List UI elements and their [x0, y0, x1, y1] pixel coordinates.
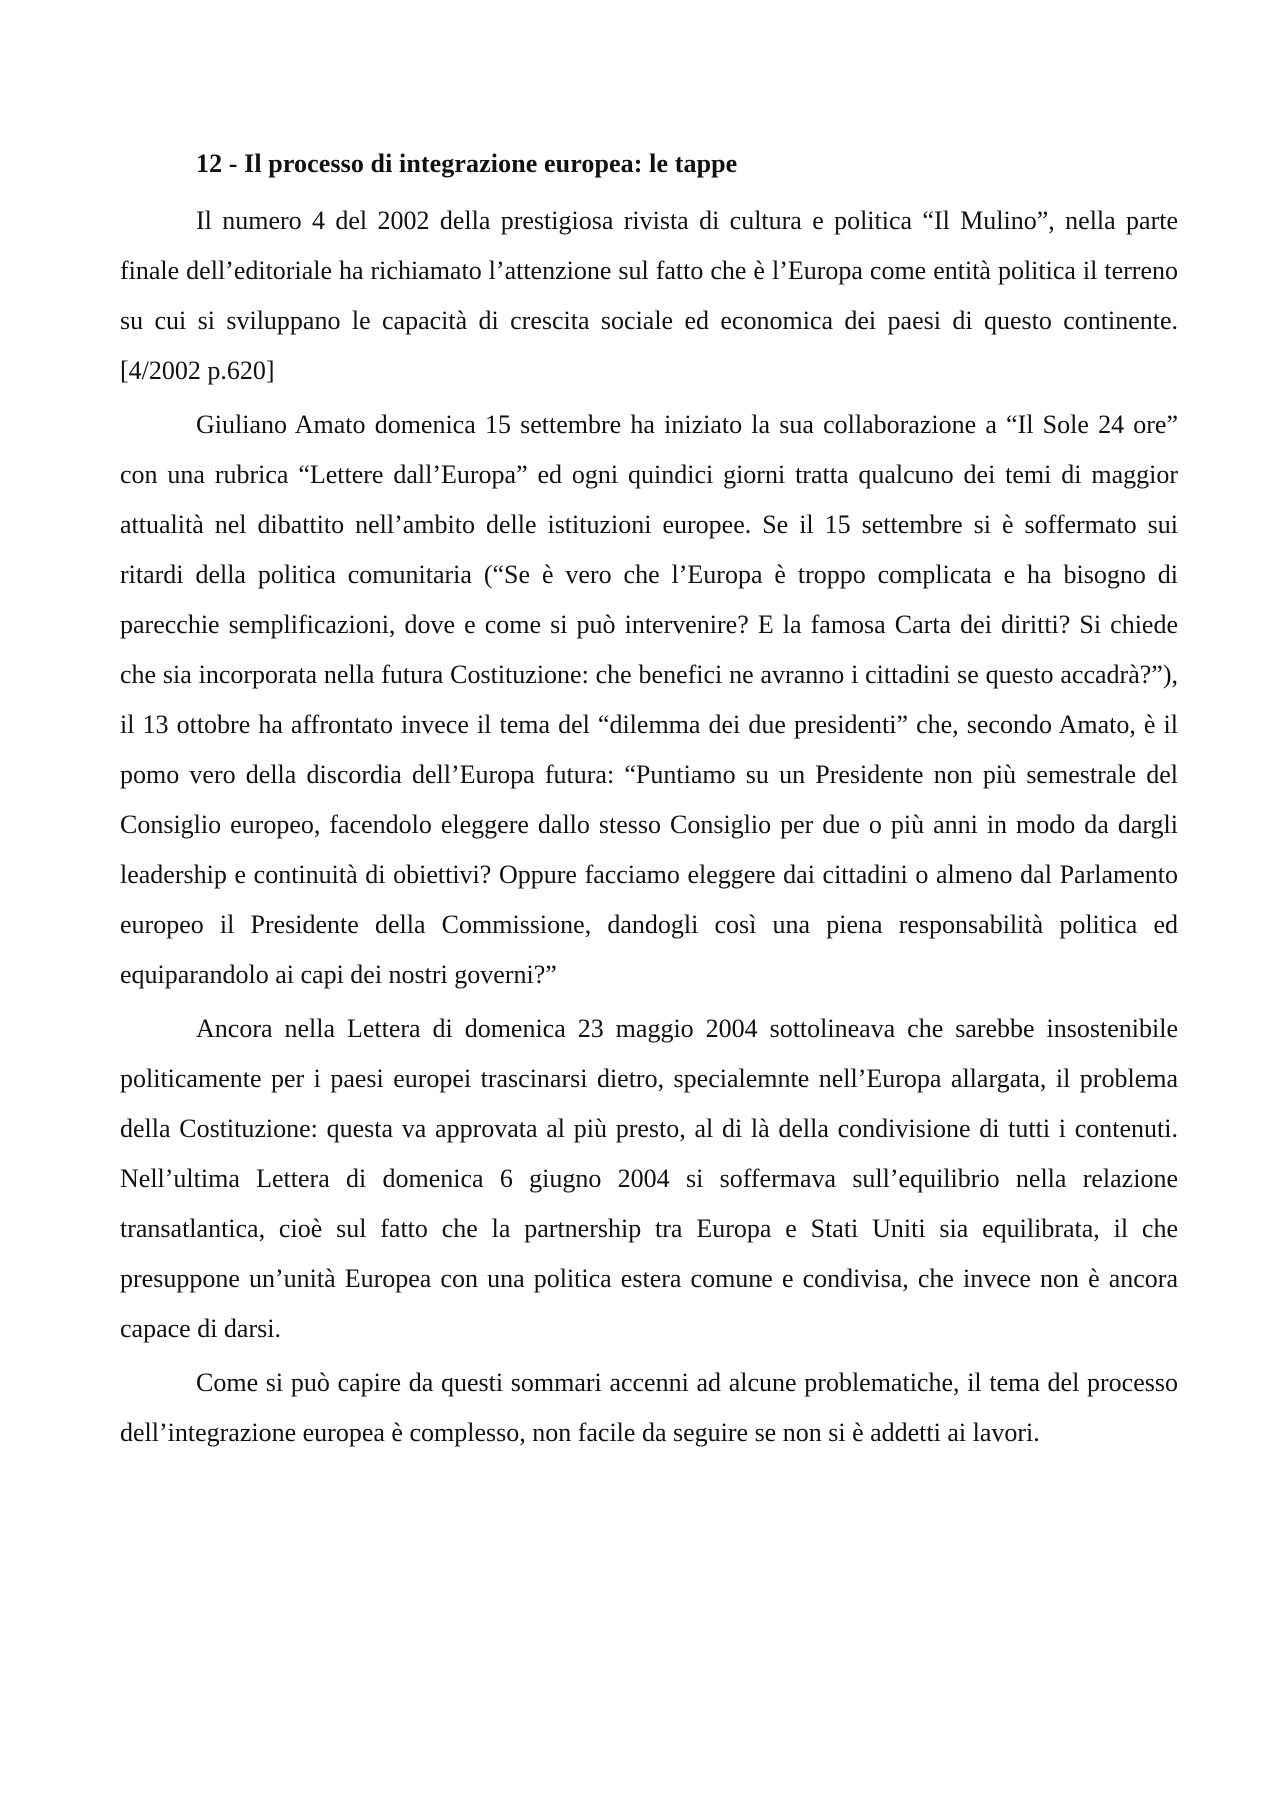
section-heading: 12 - Il processo di integrazione europea: le tappe [196, 149, 738, 178]
paragraph-4: Come si può capire da questi sommari accenni ad alcune problematiche, il tema del processo dell’integrazione europea è complesso, non facile da seguire se non si è addetti ai lavori. [120, 1368, 1178, 1447]
document-body [120, 144, 1178, 1462]
paragraph-3: Ancora nella Lettera di domenica 23 maggio 2004 sottolineava che sarebbe insostenibile politicamente per i paesi europei trascinarsi dietro, specialemnte nell’Europa allargata, il problema della Costituzione: questa va approvata al più presto, al di là della condivisione di tutti i contenuti. Nell’ultima Lettera di domenica 6 giugno 2004 si soffermava sull’equilibrio nella relazione transatlantica, cioè sul fatto che la partnership tra Europa e Stati Uniti sia equilibrata, il che presuppone un’unità Europea con una politica estera comune e condivisa, che invece non è ancora capace di darsi. [120, 1014, 1178, 1343]
paragraph-2: Giuliano Amato domenica 15 settembre ha iniziato la sua collaborazione a “Il Sole 24 ore” con una rubrica “Lettere dall’Europa” ed ogni quindici giorni tratta qualcuno dei temi di maggior attualità nel dibattito nell’ambito delle istituzioni europee. Se il 15 settembre si è soffermato sui ritardi della politica comunitaria (“Se è vero che l’Europa è troppo complicata e ha bisogno di parecchie semplificazioni, dove e come si può intervenire? E la famosa Carta dei diritti? Si chiede che sia incorporata nella futura Costituzione: che benefici ne avranno i cittadini se questo accadrà?”), il 13 ottobre ha affrontato invece il tema del “dilemma dei due presidenti” che, secondo Amato, è il pomo vero della discordia dell’Europa futura: “Puntiamo su un Presidente non più semestrale del Consiglio europeo, facendolo eleggere dallo stesso Consiglio per due o più anni in modo da dargli leadership e continuità di obiettivi? Oppure facciamo eleggere dai cittadini o almeno dal Parlamento europeo il Presidente della Commissione, dandogli così una piena responsabilità politica ed equiparandolo ai capi dei nostri governi?” [120, 410, 1178, 989]
paragraph-1: Il numero 4 del 2002 della prestigiosa rivista di cultura e politica “Il Mulino”, nella parte finale dell’editoriale ha richiamato l’attenzione sul fatto che è l’Europa come entità politica il terreno su cui si sviluppano le capacità di crescita sociale ed economica dei paesi di questo continente. [4/2002 p.620] [120, 206, 1178, 385]
